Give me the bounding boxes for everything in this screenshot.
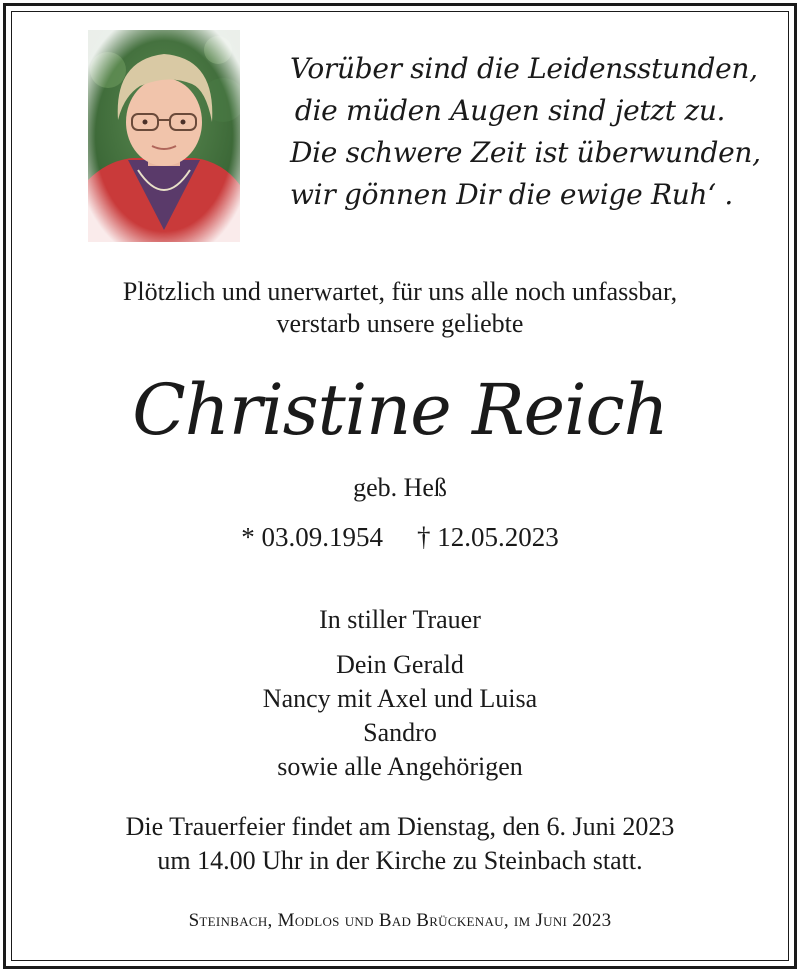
family-member: Nancy mit Axel und Luisa — [262, 684, 538, 713]
poem-line: Vorüber sind die Leidensstunden, — [290, 52, 758, 85]
family-member: Sandro — [363, 718, 437, 747]
life-dates — [0, 520, 800, 554]
poem-line: die müden Augen sind jetzt zu. — [294, 94, 726, 127]
birth-date: * 03.09.1954 — [241, 522, 383, 552]
service-info — [0, 810, 800, 878]
service-line: um 14.00 Uhr in der Kirche zu Steinbach statt. — [157, 846, 643, 875]
intro-text — [0, 276, 800, 340]
portrait-photo-icon — [88, 30, 240, 242]
footer-place-date: Steinbach, Modlos und Bad Brückenau, im Juni 2023 — [188, 910, 612, 931]
poem-line: Die schwere Zeit ist überwunden, — [290, 136, 761, 169]
deceased-name: Christine Reich — [132, 369, 668, 451]
mourning-heading: In stiller Trauer — [319, 605, 481, 634]
intro-line: Plötzlich und unerwartet, für uns alle noch unfassbar, — [122, 277, 678, 306]
family-member: sowie alle Angehörigen — [277, 752, 523, 781]
birth-name: geb. Heß — [353, 473, 447, 502]
death-date: † 12.05.2023 — [417, 522, 559, 552]
family-list — [0, 648, 800, 784]
family-member: Dein Gerald — [336, 650, 464, 679]
poem — [290, 48, 761, 216]
poem-line: wir gönnen Dir die ewige Ruh‘ . — [290, 178, 734, 211]
intro-line: verstarb unsere geliebte — [276, 309, 524, 338]
service-line: Die Trauerfeier findet am Dienstag, den 6. Juni 2023 — [125, 812, 675, 841]
